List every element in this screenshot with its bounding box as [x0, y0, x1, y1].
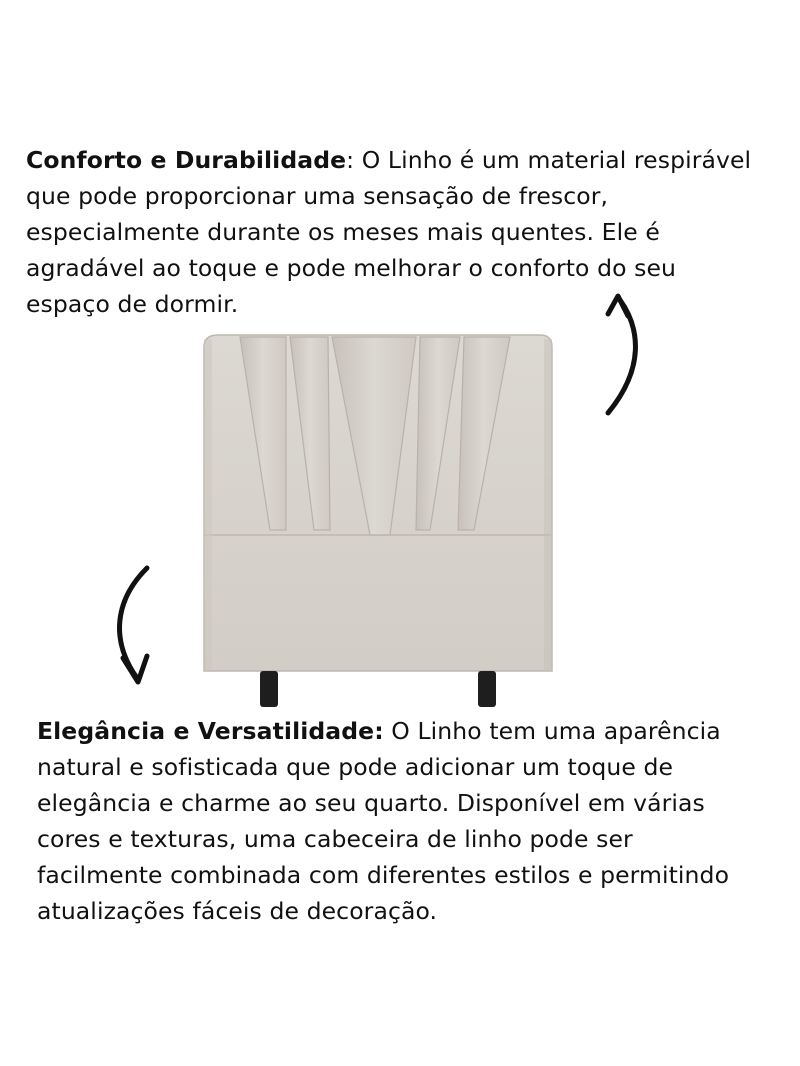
elegancia-line-1: O Linho tem uma aparência — [383, 717, 721, 745]
headboard-image — [190, 325, 570, 710]
elegancia-line-5: facilmente combinada com diferentes estilos e permitindo — [37, 861, 730, 889]
conforto-line-5: espaço de dormir. — [26, 290, 239, 318]
elegancia-line-2: natural e sofisticada que pode adicionar um toque de — [37, 753, 674, 781]
conforto-line-3: especialmente durante os meses mais quentes. Ele é — [26, 218, 660, 246]
elegancia-section — [37, 713, 729, 929]
conforto-line-4: agradável ao toque e pode melhorar o conforto do seu — [26, 254, 677, 282]
conforto-line-2: que pode proporcionar uma sensação de frescor, — [26, 182, 609, 210]
conforto-heading: Conforto e Durabilidade — [26, 146, 347, 174]
elegancia-line-3: elegância e charme ao seu quarto. Disponível em várias — [37, 789, 705, 817]
conforto-line-1: : O Linho é um material respirável — [346, 146, 752, 174]
elegancia-heading: Elegância e Versatilidade: — [37, 717, 384, 745]
curved-arrow-down-icon — [105, 560, 165, 690]
conforto-first-line — [26, 142, 751, 178]
curved-arrow-up-icon — [590, 288, 650, 418]
elegancia-line-6: atualizações fáceis de decoração. — [37, 897, 438, 925]
elegancia-line-4: cores e texturas, uma cabeceira de linho pode ser — [37, 825, 633, 853]
elegancia-first-line — [37, 713, 729, 749]
